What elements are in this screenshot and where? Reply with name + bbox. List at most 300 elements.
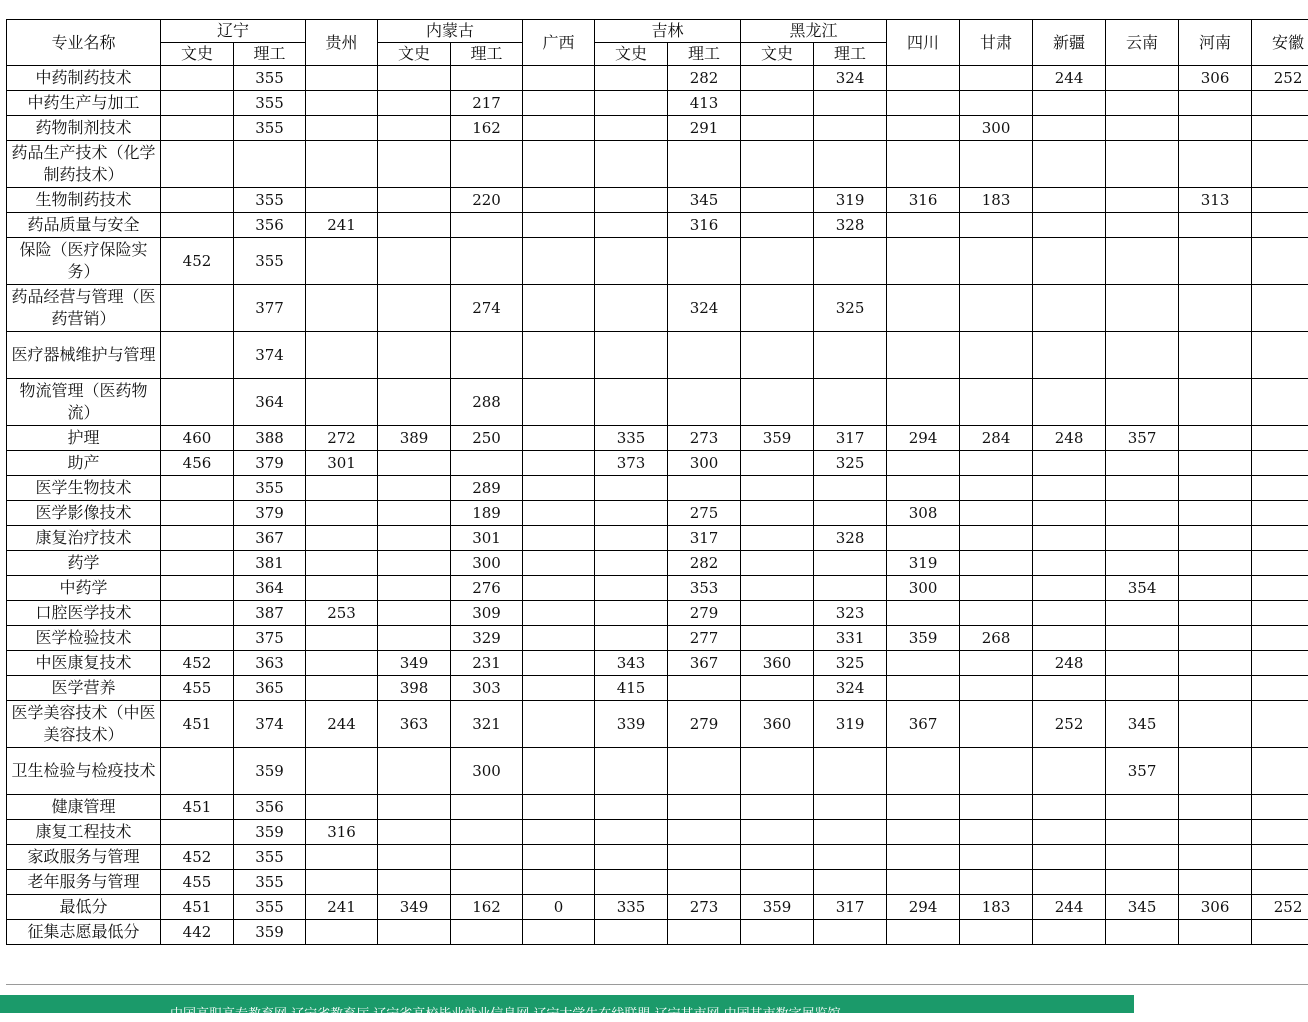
score-cell <box>1106 845 1179 870</box>
score-cell <box>1033 870 1106 895</box>
score-cell <box>595 551 668 576</box>
score-cell <box>668 476 741 501</box>
score-cell <box>668 845 741 870</box>
score-cell <box>306 91 378 116</box>
score-cell <box>161 116 234 141</box>
score-cell <box>523 332 595 379</box>
score-cell: 0 <box>523 895 595 920</box>
score-cell <box>668 820 741 845</box>
score-cell: 279 <box>668 701 741 748</box>
score-cell <box>451 332 523 379</box>
score-cell <box>1252 701 1308 748</box>
header-province: 黑龙江 <box>741 20 887 43</box>
header-ligong: 理工 <box>814 43 887 66</box>
footer-links[interactable]: 中国高职高专教育网 辽宁省教育厅 辽宁省高校毕业就业信息网 辽宁大学生在线联盟 辽宁其市网 中国其市数字展览馆 <box>170 1003 841 1022</box>
score-cell <box>960 238 1033 285</box>
score-cell <box>960 551 1033 576</box>
score-cell <box>1179 551 1252 576</box>
header-province: 云南 <box>1106 20 1179 66</box>
score-cell <box>1106 116 1179 141</box>
score-cell: 360 <box>741 651 814 676</box>
major-name-cell: 医学生物技术 <box>7 476 161 501</box>
score-cell <box>451 451 523 476</box>
score-cell <box>668 870 741 895</box>
score-cell: 355 <box>234 238 306 285</box>
score-cell <box>1106 91 1179 116</box>
score-cell <box>306 920 378 945</box>
score-cell: 367 <box>234 526 306 551</box>
score-cell <box>1252 501 1308 526</box>
score-cell <box>668 676 741 701</box>
score-cell <box>668 332 741 379</box>
score-cell <box>960 576 1033 601</box>
score-cell <box>306 238 378 285</box>
score-cell: 367 <box>887 701 960 748</box>
score-cell <box>523 116 595 141</box>
table-row <box>7 379 1308 426</box>
score-cell <box>960 66 1033 91</box>
score-cell <box>1106 651 1179 676</box>
score-cell <box>306 626 378 651</box>
score-cell: 294 <box>887 426 960 451</box>
score-cell <box>1033 213 1106 238</box>
score-cell: 317 <box>814 895 887 920</box>
score-cell: 442 <box>161 920 234 945</box>
score-cell <box>1106 238 1179 285</box>
score-cell <box>595 795 668 820</box>
score-cell <box>1033 91 1106 116</box>
score-cell <box>668 920 741 945</box>
score-cell <box>523 576 595 601</box>
score-cell <box>378 91 451 116</box>
score-cell <box>1252 116 1308 141</box>
table-row <box>7 332 1308 379</box>
score-cell <box>595 285 668 332</box>
score-cell: 319 <box>814 701 887 748</box>
score-cell <box>523 601 595 626</box>
score-cell: 325 <box>814 651 887 676</box>
score-cell <box>378 795 451 820</box>
score-cell <box>306 748 378 795</box>
score-cell <box>378 920 451 945</box>
score-cell <box>741 676 814 701</box>
major-name-cell: 医疗器械维护与管理 <box>7 332 161 379</box>
score-cell <box>1252 651 1308 676</box>
score-cell <box>1106 332 1179 379</box>
score-cell <box>741 91 814 116</box>
header-province: 四川 <box>887 20 960 66</box>
major-name-cell: 健康管理 <box>7 795 161 820</box>
score-cell: 250 <box>451 426 523 451</box>
score-cell <box>161 332 234 379</box>
score-cell <box>306 795 378 820</box>
score-cell <box>1106 551 1179 576</box>
header-province: 辽宁 <box>161 20 306 43</box>
score-cell <box>1252 551 1308 576</box>
score-cell <box>814 501 887 526</box>
score-cell <box>451 870 523 895</box>
score-cell <box>306 379 378 426</box>
score-cell <box>1106 141 1179 188</box>
score-cell: 363 <box>234 651 306 676</box>
score-cell: 328 <box>814 213 887 238</box>
score-cell <box>595 845 668 870</box>
score-cell <box>668 748 741 795</box>
score-cell <box>595 920 668 945</box>
score-cell <box>161 476 234 501</box>
score-cell <box>378 501 451 526</box>
score-cell <box>1179 845 1252 870</box>
score-cell <box>887 141 960 188</box>
score-cell: 274 <box>451 285 523 332</box>
score-cell <box>161 748 234 795</box>
score-cell <box>1252 576 1308 601</box>
major-name-cell: 老年服务与管理 <box>7 870 161 895</box>
score-cell <box>523 748 595 795</box>
score-cell <box>960 213 1033 238</box>
score-cell <box>1179 601 1252 626</box>
score-cell <box>960 920 1033 945</box>
score-cell: 324 <box>668 285 741 332</box>
score-cell: 379 <box>234 451 306 476</box>
score-cell <box>887 820 960 845</box>
score-cell <box>960 701 1033 748</box>
score-cell: 317 <box>668 526 741 551</box>
score-cell <box>1106 526 1179 551</box>
score-cell <box>887 285 960 332</box>
score-cell <box>1252 920 1308 945</box>
table-row <box>7 66 1308 91</box>
score-cell <box>741 820 814 845</box>
score-cell <box>306 501 378 526</box>
score-cell <box>523 141 595 188</box>
score-cell <box>741 626 814 651</box>
score-cell <box>1179 476 1252 501</box>
score-cell <box>161 379 234 426</box>
score-cell: 455 <box>161 870 234 895</box>
score-cell <box>1106 626 1179 651</box>
score-cell: 324 <box>814 66 887 91</box>
score-cell <box>378 141 451 188</box>
score-cell <box>1033 820 1106 845</box>
score-cell: 359 <box>234 820 306 845</box>
major-name-cell: 中医康复技术 <box>7 651 161 676</box>
header-wenshi: 文史 <box>378 43 451 66</box>
score-cell <box>1179 701 1252 748</box>
score-cell <box>960 91 1033 116</box>
score-cell: 301 <box>451 526 523 551</box>
score-cell: 277 <box>668 626 741 651</box>
score-cell <box>1179 526 1252 551</box>
score-cell <box>451 213 523 238</box>
score-cell <box>960 332 1033 379</box>
score-cell <box>451 66 523 91</box>
score-cell <box>523 845 595 870</box>
table-row <box>7 501 1308 526</box>
score-cell <box>814 820 887 845</box>
score-cell <box>960 820 1033 845</box>
score-cell <box>887 651 960 676</box>
score-cell <box>814 795 887 820</box>
table-row <box>7 576 1308 601</box>
score-cell: 354 <box>1106 576 1179 601</box>
score-cell: 359 <box>234 748 306 795</box>
score-cell <box>960 141 1033 188</box>
score-cell <box>887 870 960 895</box>
score-cell: 183 <box>960 895 1033 920</box>
major-name-cell: 药品质量与安全 <box>7 213 161 238</box>
score-cell <box>451 820 523 845</box>
score-cell: 300 <box>668 451 741 476</box>
score-cell: 365 <box>234 676 306 701</box>
score-cell <box>595 748 668 795</box>
score-cell <box>1106 285 1179 332</box>
score-cell: 355 <box>234 476 306 501</box>
score-cell: 364 <box>234 379 306 426</box>
table-row <box>7 213 1308 238</box>
score-cell: 331 <box>814 626 887 651</box>
score-cell <box>451 795 523 820</box>
admission-score-table <box>6 19 1308 945</box>
score-cell <box>960 845 1033 870</box>
score-cell <box>378 576 451 601</box>
score-cell: 359 <box>741 426 814 451</box>
score-cell <box>595 238 668 285</box>
score-cell: 364 <box>234 576 306 601</box>
score-cell <box>161 626 234 651</box>
score-cell <box>960 451 1033 476</box>
score-cell <box>887 116 960 141</box>
score-cell <box>523 551 595 576</box>
score-cell <box>1179 651 1252 676</box>
score-cell <box>1106 601 1179 626</box>
score-cell <box>161 551 234 576</box>
score-cell <box>523 476 595 501</box>
score-cell <box>306 551 378 576</box>
score-cell <box>595 870 668 895</box>
score-cell <box>741 795 814 820</box>
score-cell: 329 <box>451 626 523 651</box>
score-cell <box>378 332 451 379</box>
score-cell <box>1252 676 1308 701</box>
score-cell <box>306 576 378 601</box>
major-name-cell: 护理 <box>7 426 161 451</box>
score-cell <box>306 476 378 501</box>
score-cell: 248 <box>1033 651 1106 676</box>
footer-bar <box>0 995 1134 1013</box>
major-name-cell: 中药生产与加工 <box>7 91 161 116</box>
score-cell: 451 <box>161 895 234 920</box>
table-row <box>7 141 1308 188</box>
score-cell: 374 <box>234 332 306 379</box>
major-name-cell: 卫生检验与检疫技术 <box>7 748 161 795</box>
score-cell <box>595 820 668 845</box>
score-cell: 335 <box>595 895 668 920</box>
score-cell: 220 <box>451 188 523 213</box>
score-cell <box>1252 213 1308 238</box>
score-cell <box>887 676 960 701</box>
score-cell <box>306 116 378 141</box>
major-name-cell: 征集志愿最低分 <box>7 920 161 945</box>
score-cell <box>595 188 668 213</box>
score-cell <box>814 476 887 501</box>
score-cell: 355 <box>234 188 306 213</box>
score-cell: 343 <box>595 651 668 676</box>
score-cell <box>523 651 595 676</box>
score-cell: 345 <box>1106 895 1179 920</box>
major-name-cell: 医学美容技术（中医美容技术） <box>7 701 161 748</box>
score-cell <box>887 601 960 626</box>
score-cell <box>378 379 451 426</box>
score-cell <box>523 795 595 820</box>
score-cell <box>378 820 451 845</box>
header-province: 吉林 <box>595 20 741 43</box>
score-cell: 308 <box>887 501 960 526</box>
score-cell <box>1033 626 1106 651</box>
score-cell <box>960 476 1033 501</box>
score-cell: 294 <box>887 895 960 920</box>
score-cell <box>741 116 814 141</box>
score-cell <box>1106 188 1179 213</box>
score-cell <box>1033 379 1106 426</box>
score-cell <box>378 870 451 895</box>
score-cell <box>814 238 887 285</box>
score-cell: 300 <box>451 748 523 795</box>
score-cell <box>378 451 451 476</box>
score-cell <box>814 332 887 379</box>
score-cell <box>1033 141 1106 188</box>
score-cell <box>523 238 595 285</box>
score-cell: 355 <box>234 91 306 116</box>
score-cell: 325 <box>814 285 887 332</box>
score-cell <box>1252 332 1308 379</box>
score-cell <box>378 551 451 576</box>
score-cell <box>814 116 887 141</box>
score-cell <box>887 332 960 379</box>
table-row <box>7 845 1308 870</box>
score-cell: 162 <box>451 116 523 141</box>
score-cell <box>1252 379 1308 426</box>
table-row <box>7 285 1308 332</box>
table-row <box>7 238 1308 285</box>
score-cell <box>1106 870 1179 895</box>
header-wenshi: 文史 <box>741 43 814 66</box>
score-cell <box>1033 576 1106 601</box>
score-cell: 252 <box>1033 701 1106 748</box>
table-row <box>7 651 1308 676</box>
score-cell: 374 <box>234 701 306 748</box>
score-cell: 183 <box>960 188 1033 213</box>
score-cell <box>523 66 595 91</box>
score-cell <box>960 676 1033 701</box>
score-cell <box>595 116 668 141</box>
score-cell <box>814 551 887 576</box>
score-cell <box>1033 116 1106 141</box>
score-cell: 355 <box>234 895 306 920</box>
score-cell <box>887 451 960 476</box>
score-cell: 359 <box>887 626 960 651</box>
score-cell <box>161 66 234 91</box>
score-cell <box>161 601 234 626</box>
score-cell <box>1252 820 1308 845</box>
score-cell: 363 <box>378 701 451 748</box>
score-cell <box>523 501 595 526</box>
score-cell <box>814 91 887 116</box>
score-cell <box>234 141 306 188</box>
score-cell <box>595 379 668 426</box>
score-cell <box>1252 141 1308 188</box>
score-cell: 279 <box>668 601 741 626</box>
score-cell: 244 <box>306 701 378 748</box>
score-cell: 244 <box>1033 66 1106 91</box>
score-cell <box>595 476 668 501</box>
table-row <box>7 748 1308 795</box>
score-cell <box>887 379 960 426</box>
score-cell <box>1179 451 1252 476</box>
score-cell: 303 <box>451 676 523 701</box>
score-cell <box>668 238 741 285</box>
score-cell <box>1106 920 1179 945</box>
score-cell <box>1033 285 1106 332</box>
header-province: 内蒙古 <box>378 20 523 43</box>
major-name-cell: 药品经营与管理（医药营销） <box>7 285 161 332</box>
score-cell: 456 <box>161 451 234 476</box>
score-cell <box>595 526 668 551</box>
score-cell: 452 <box>161 238 234 285</box>
header-province: 广西 <box>523 20 595 66</box>
header-ligong: 理工 <box>668 43 741 66</box>
score-cell: 356 <box>234 795 306 820</box>
score-cell <box>523 451 595 476</box>
score-cell <box>814 870 887 895</box>
header-province: 河南 <box>1179 20 1252 66</box>
score-cell <box>1106 451 1179 476</box>
score-cell <box>1033 476 1106 501</box>
score-cell: 291 <box>668 116 741 141</box>
score-cell <box>306 845 378 870</box>
score-cell <box>378 601 451 626</box>
score-cell <box>1252 845 1308 870</box>
score-cell: 359 <box>234 920 306 945</box>
score-cell: 349 <box>378 895 451 920</box>
table-row <box>7 701 1308 748</box>
score-cell <box>161 141 234 188</box>
score-cell <box>378 476 451 501</box>
score-cell: 345 <box>668 188 741 213</box>
score-cell <box>161 501 234 526</box>
score-cell <box>306 870 378 895</box>
score-cell <box>814 141 887 188</box>
score-cell <box>741 379 814 426</box>
score-cell <box>1033 451 1106 476</box>
score-cell <box>1252 238 1308 285</box>
table-body <box>7 66 1308 945</box>
score-cell <box>1179 213 1252 238</box>
score-cell: 306 <box>1179 895 1252 920</box>
score-cell <box>741 66 814 91</box>
score-cell: 313 <box>1179 188 1252 213</box>
score-cell <box>161 576 234 601</box>
score-cell: 349 <box>378 651 451 676</box>
score-cell <box>1033 845 1106 870</box>
score-cell: 389 <box>378 426 451 451</box>
score-cell <box>378 748 451 795</box>
score-cell <box>595 66 668 91</box>
score-cell <box>668 141 741 188</box>
score-cell <box>1179 91 1252 116</box>
header-province: 甘肃 <box>960 20 1033 66</box>
score-cell <box>887 748 960 795</box>
